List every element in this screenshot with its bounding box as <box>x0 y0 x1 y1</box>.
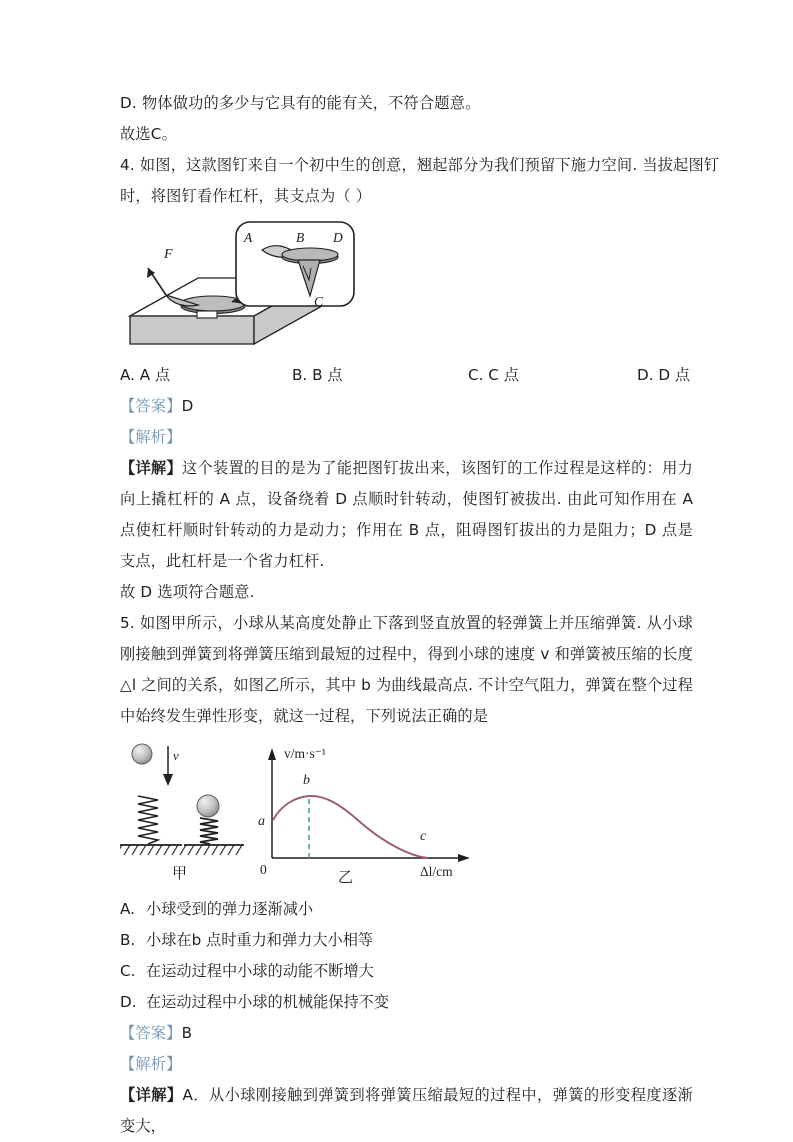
q4-option-c[interactable]: C. C 点 <box>468 366 519 384</box>
graph-point-label-b: b <box>303 773 310 788</box>
q5-detail <box>120 1080 693 1142</box>
q4-option-b[interactable]: B. B 点 <box>292 366 343 384</box>
q5-option-d-label: D. <box>120 993 137 1011</box>
callout-label-d: D <box>333 230 343 245</box>
graph-origin-label: 0 <box>260 862 267 877</box>
resting-ball <box>197 795 219 817</box>
q3-option-d: D. 物体做功的多少与它具有的能有关，不符合题意。 <box>120 94 481 112</box>
q5-option-c-text: 在运动过程中小球的动能不断增大 <box>146 962 374 980</box>
q4-option-a[interactable]: A. A 点 <box>120 366 171 384</box>
q5-option-c[interactable] <box>120 956 693 987</box>
q5-stem: 5. 如图甲所示，小球从某高度处静止下落到竖直放置的轻弹簧上并压缩弹簧. 从小球刚接触到弹簧到将弹簧压缩到最短的过程中，得到小球的速度 v 和弹簧被压缩的长度△l 之间的关系，如图乙所示，其中 b 为曲线最高点. 不计空气阻力，弹簧在整个过程中始终发生弹性形变，就这一过程，下列说法正确的是 <box>120 614 693 725</box>
q4-detail <box>120 453 693 577</box>
q4-stem-line-2: 时，将图钉看作杠杆，其支点为（ ） <box>120 187 372 205</box>
q4-answer-marker: 【答案】 <box>120 397 182 415</box>
ground-right <box>180 845 244 855</box>
q3-conclusion: 故选C。 <box>120 125 177 143</box>
force-arrow <box>147 268 166 295</box>
q5-option-a[interactable] <box>120 894 693 925</box>
spring-graph-svg <box>120 740 480 888</box>
q5-figure-spring-and-graph <box>120 740 693 888</box>
callout-label-a: A <box>244 230 253 245</box>
y-axis-arrow <box>268 748 276 760</box>
callout-label-c: C <box>314 294 324 309</box>
q4-stem-line-1: 4. 如图，这款图钉来自一个初中生的创意，翘起部分为我们预留下施力空间. 当拔起图钉 <box>120 156 720 174</box>
figure-caption-jia: 甲 <box>172 864 188 882</box>
q4-analysis-line <box>120 422 693 453</box>
q5-option-d-text: 在运动过程中小球的机械能保持不变 <box>146 993 389 1011</box>
q5-answer-value: B <box>181 1024 193 1042</box>
falling-ball <box>132 744 152 764</box>
q4-analysis-marker: 【解析】 <box>120 428 182 446</box>
x-axis-arrow <box>458 854 470 862</box>
q4-answer-value: D <box>181 397 194 415</box>
q5-option-d[interactable] <box>120 987 693 1018</box>
spring-diagram-jia <box>120 744 244 882</box>
q5-option-b[interactable] <box>120 925 693 956</box>
graph-point-label-c: c <box>420 829 427 844</box>
velocity-graph-yi <box>258 746 470 886</box>
q4-detail-marker: 【详解】 <box>120 459 182 477</box>
q5-answer-marker: 【答案】 <box>120 1024 182 1042</box>
graph-xlabel: Δl/cm <box>420 864 453 879</box>
q5-option-c-label: C. <box>120 962 136 980</box>
q5-analysis-line <box>120 1049 693 1080</box>
q5-answer-line <box>120 1018 693 1049</box>
compressed-spring <box>200 818 218 844</box>
ground-left <box>120 845 182 855</box>
q4-detail-text: 这个装置的目的是为了能把图钉拔出来，该图钉的工作过程是这样的：用力向上撬杠杆的 A 点，设备绕着 D 点顺时针转动，使图钉被拔出. 由此可知作用在 A 点使杠杆顺时针转动的力是动力；作用在 B 点，阻碍图钉拔出的力是阻力；D 点是支点，此杠杆是一个省力杠杆. <box>120 459 693 570</box>
graph-ylabel: v/m·s⁻¹ <box>284 746 326 761</box>
q4-option-d[interactable]: D. D 点 <box>637 366 691 384</box>
force-label: F <box>164 247 173 262</box>
q4-options <box>120 360 693 391</box>
velocity-label: v <box>173 748 179 763</box>
q4-answer-line <box>120 391 693 422</box>
q5-option-b-label: B. <box>120 931 136 949</box>
q5-option-b-text: 小球在b 点时重力和弹力大小相等 <box>146 931 374 949</box>
callout-label-b: B <box>296 230 305 245</box>
q5-analysis-marker: 【解析】 <box>120 1055 182 1073</box>
q5-option-a-label: A. <box>120 900 135 918</box>
q4-conclusion: 故 D 选项符合题意. <box>120 583 255 601</box>
graph-point-label-a: a <box>258 814 265 829</box>
q5-detail-text: A．从小球刚接触到弹簧到将弹簧压缩最短的过程中，弹簧的形变程度逐渐变大， <box>120 1086 693 1135</box>
q4-figure-thumbtack <box>120 216 693 358</box>
q5-detail-marker: 【详解】 <box>120 1086 183 1104</box>
q5-option-a-text: 小球受到的弹力逐渐减小 <box>146 900 314 918</box>
thumbtack-lever-svg <box>120 216 370 358</box>
velocity-arrow-head <box>163 774 173 786</box>
figure-caption-yi: 乙 <box>338 868 354 886</box>
relaxed-spring <box>138 796 158 844</box>
graph-curve <box>273 796 428 858</box>
